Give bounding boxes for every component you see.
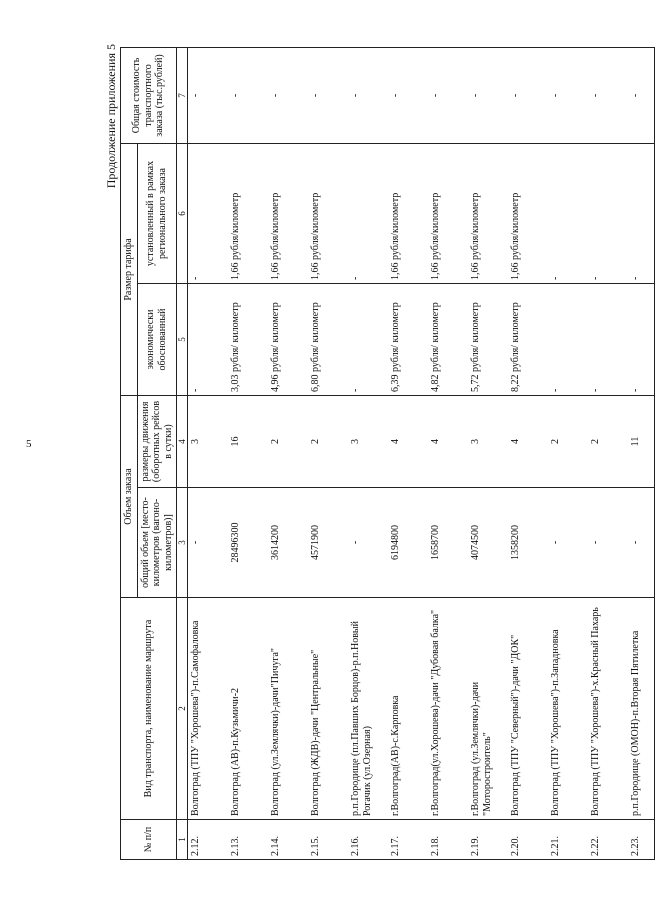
row-number: 2.19. <box>468 820 508 860</box>
table-row <box>348 47 388 859</box>
tariff-economic: - <box>348 283 388 395</box>
volume-total: - <box>628 488 655 598</box>
tariff-set: 1,66 рубля/километр <box>308 143 348 283</box>
row-number: 2.21. <box>548 820 588 860</box>
tariff-economic: 8,22 рубля/ километр <box>508 283 548 395</box>
total-cost: - <box>228 47 268 143</box>
page-number: 5 <box>26 438 32 450</box>
tariff-set: 1,66 рубля/километр <box>428 143 468 283</box>
route-name: г.Волгоград (ул.Землячки)-дачи "Моторостроитель" <box>468 598 508 820</box>
row-number: 2.15. <box>308 820 348 860</box>
tariff-economic: 4,96 рубля/ километр <box>268 283 308 395</box>
total-cost: - <box>588 47 628 143</box>
route-name: р.п.Городище (ОМОН)-п.Вторая Пятилетка <box>628 598 655 820</box>
tariff-economic: - <box>628 283 655 395</box>
row-number: 2.13. <box>228 820 268 860</box>
tariff-set: - <box>628 143 655 283</box>
col-number: 5 <box>177 283 188 395</box>
route-name: Волгоград (ТПУ "Северный")-дачи "ДОК" <box>508 598 548 820</box>
col-number: 3 <box>177 488 188 598</box>
header-volume-total: общий объем [место-километров (вагоно-километров)] <box>137 488 177 598</box>
trips-per-day: 3 <box>468 395 508 487</box>
tariff-economic: 4,82 рубля/ километр <box>428 283 468 395</box>
row-number: 2.20. <box>508 820 548 860</box>
row-number: 2.22. <box>588 820 628 860</box>
volume-total: 1658700 <box>428 488 468 598</box>
route-name: Волгоград (ул.Землячки)-дачи"Пичуга" <box>268 598 308 820</box>
trips-per-day: 3 <box>348 395 388 487</box>
tariff-economic: 5,72 рубля/ километр <box>468 283 508 395</box>
total-cost: - <box>308 47 348 143</box>
total-cost: - <box>548 47 588 143</box>
col-number: 1 <box>177 820 188 860</box>
tariff-set: 1,66 рубля/километр <box>228 143 268 283</box>
row-number: 2.14. <box>268 820 308 860</box>
tariff-set: - <box>588 143 628 283</box>
row-number: 2.17. <box>388 820 428 860</box>
header-tariff-econ: экономически обоснованный <box>137 283 177 395</box>
volume-total: 28496300 <box>228 488 268 598</box>
table-row <box>228 47 268 859</box>
table-row <box>628 47 655 859</box>
row-number: 2.18. <box>428 820 468 860</box>
trips-per-day: 2 <box>548 395 588 487</box>
header-volume-group: Объем заказа <box>121 395 138 597</box>
col-number: 4 <box>177 395 188 487</box>
total-cost: - <box>428 47 468 143</box>
volume-total: 1358200 <box>508 488 548 598</box>
tariff-economic: 6,80 рубля/ километр <box>308 283 348 395</box>
table-row <box>468 47 508 859</box>
route-name: Волгоград (ЖДВ)-дачи "Центральные" <box>308 598 348 820</box>
tariff-set: 1,66 рубля/километр <box>268 143 308 283</box>
table-row <box>428 47 468 859</box>
volume-total: 4074500 <box>468 488 508 598</box>
total-cost: - <box>388 47 428 143</box>
route-name: г.Волгоград(АВ)-с.Карповка <box>388 598 428 820</box>
total-cost: - <box>268 47 308 143</box>
route-name: Волгоград (ТПУ "Хорошева")-х.Красный Пахарь <box>588 598 628 820</box>
trips-per-day: 16 <box>228 395 268 487</box>
volume-total: 3614200 <box>268 488 308 598</box>
volume-total: - <box>188 488 229 598</box>
col-number: 7 <box>177 47 188 143</box>
volume-total: - <box>548 488 588 598</box>
trips-per-day: 4 <box>428 395 468 487</box>
volume-total: 6194800 <box>388 488 428 598</box>
header-route: Вид транспорта, наименование маршрута <box>121 598 177 820</box>
trips-per-day: 2 <box>308 395 348 487</box>
table-row <box>308 47 348 859</box>
route-name: Волгоград (ТПУ "Хорошева")-п.Самофаловка <box>188 598 229 820</box>
appendix-label: Продолжение приложения 5 <box>104 44 118 189</box>
volume-total: 4571900 <box>308 488 348 598</box>
table-row <box>548 47 588 859</box>
trips-per-day: 4 <box>388 395 428 487</box>
trips-per-day: 4 <box>508 395 548 487</box>
table-row <box>588 47 628 859</box>
volume-total: - <box>588 488 628 598</box>
table-row <box>508 47 548 859</box>
col-number: 6 <box>177 143 188 283</box>
tariff-set: - <box>348 143 388 283</box>
transport-order-table <box>120 47 655 860</box>
total-cost: - <box>508 47 548 143</box>
trips-per-day: 3 <box>188 395 229 487</box>
header-tariff-set: установленный в рамках регионального заказа <box>137 143 177 283</box>
tariff-set: 1,66 рубля/километр <box>508 143 548 283</box>
total-cost: - <box>468 47 508 143</box>
tariff-set: - <box>188 143 229 283</box>
col-number: 2 <box>177 598 188 820</box>
total-cost: - <box>628 47 655 143</box>
trips-per-day: 11 <box>628 395 655 487</box>
volume-total: - <box>348 488 388 598</box>
route-name: р.п.Городище (пл.Павших Борцов)-р.п.Новый Рогачик (ул.Озерная) <box>348 598 388 820</box>
total-cost: - <box>188 47 229 143</box>
header-volume-trips: размеры движения (оборотных рейсов в сутки) <box>137 395 177 487</box>
trips-per-day: 2 <box>588 395 628 487</box>
table-row <box>388 47 428 859</box>
tariff-economic: 3,03 рубля/ километр <box>228 283 268 395</box>
total-cost: - <box>348 47 388 143</box>
tariff-economic: - <box>188 283 229 395</box>
route-name: Волгоград (АВ)-п.Кузьмичи-2 <box>228 598 268 820</box>
row-number: 2.12. <box>188 820 229 860</box>
tariff-economic: - <box>548 283 588 395</box>
row-number: 2.23. <box>628 820 655 860</box>
trips-per-day: 2 <box>268 395 308 487</box>
header-num: № п/п <box>121 820 177 860</box>
tariff-set: 1,66 рубля/километр <box>388 143 428 283</box>
row-number: 2.16. <box>348 820 388 860</box>
tariff-set: - <box>548 143 588 283</box>
rotated-page-content <box>100 0 640 905</box>
column-number-row <box>177 47 188 859</box>
route-name: г.Волгоград(ул.Хорошева)-дачи "Дубовая балка" <box>428 598 468 820</box>
header-tariff-group: Размер тарифа <box>121 143 138 395</box>
tariff-set: 1,66 рубля/километр <box>468 143 508 283</box>
header-total-cost: Общая стоимость транспортного заказа (тыс.рублей) <box>121 47 177 143</box>
tariff-economic: - <box>588 283 628 395</box>
tariff-economic: 6,39 рубля/ километр <box>388 283 428 395</box>
table-row <box>268 47 308 859</box>
table-row <box>188 47 229 859</box>
route-name: Волгоград (ТПУ "Хорошева")-п.Западновка <box>548 598 588 820</box>
